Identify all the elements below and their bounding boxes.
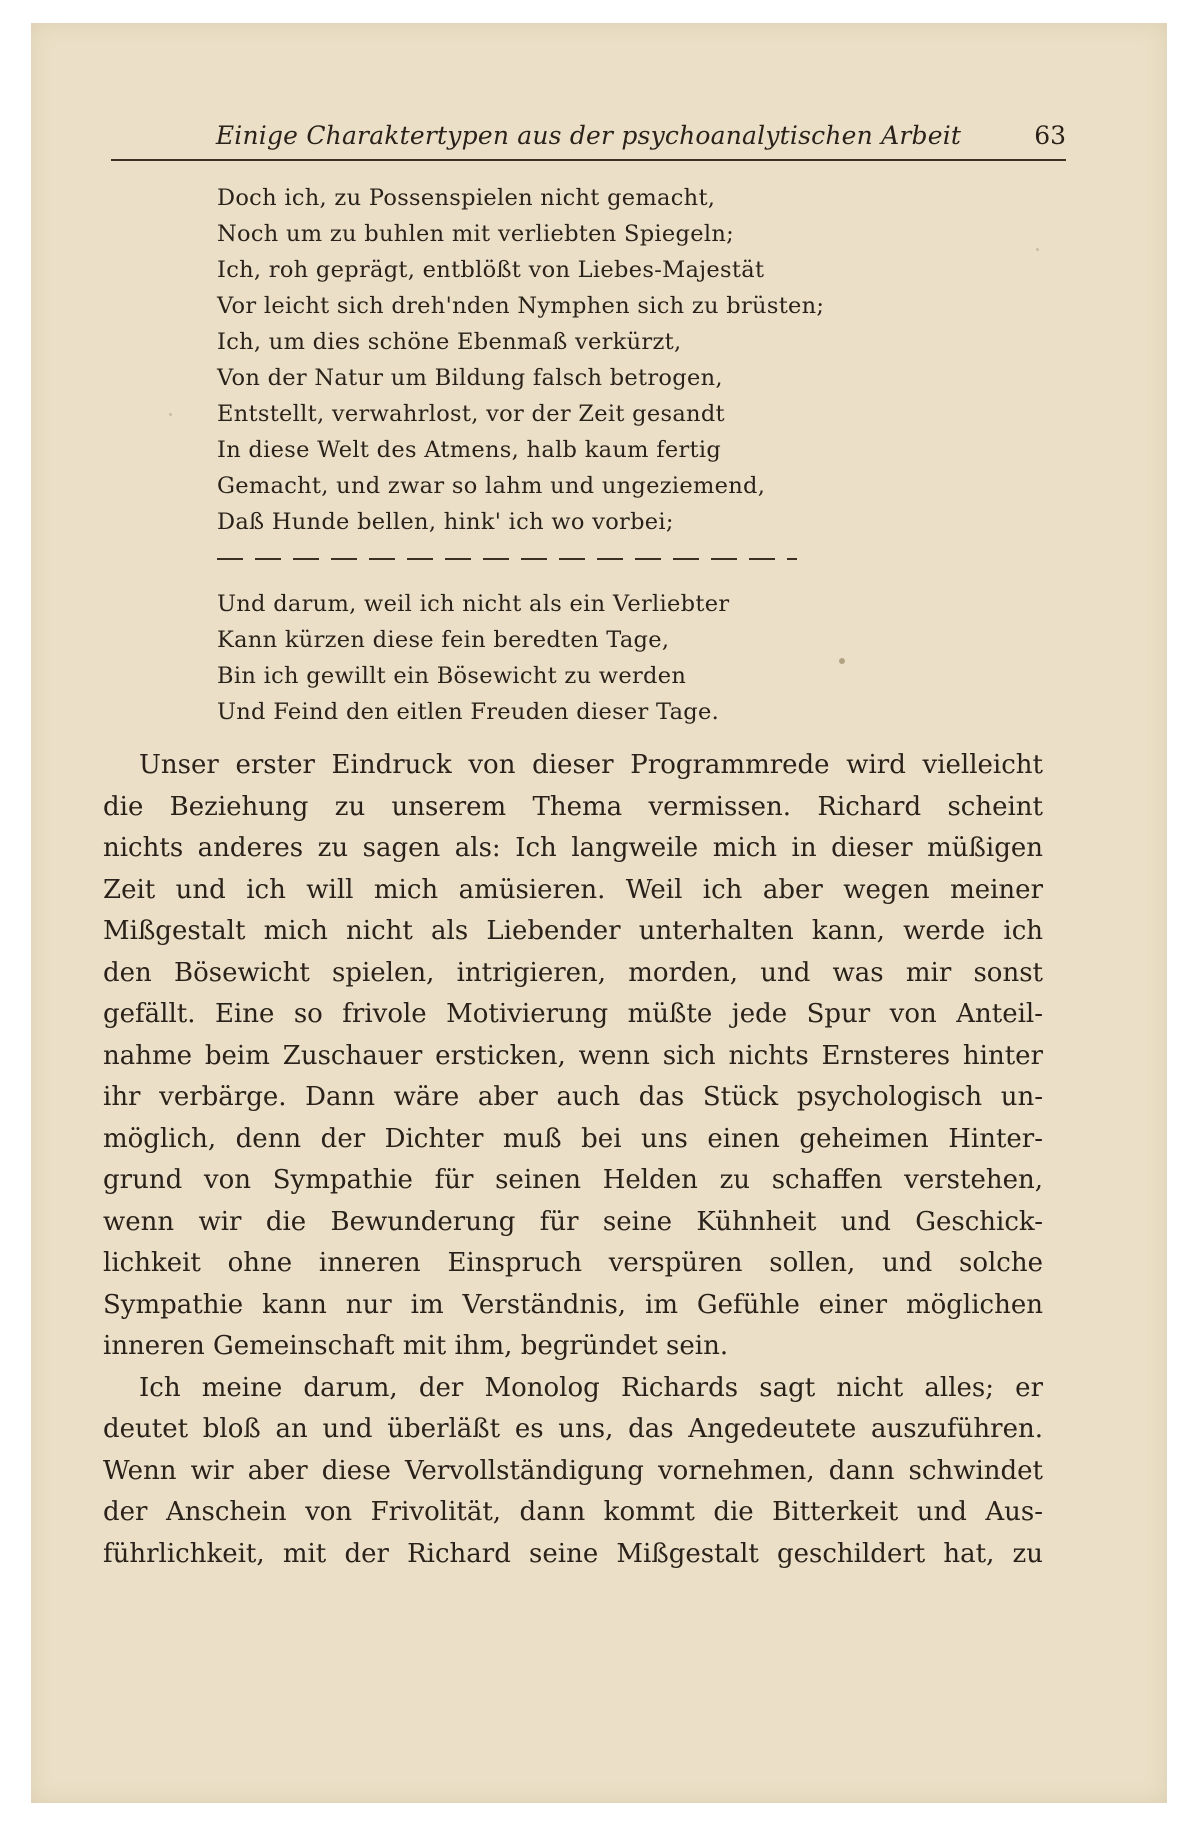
text-line: deutet bloß an und überläßt es uns, das Angedeutete auszuführen. [103,1414,1043,1444]
verse-line: Ich, roh geprägt, entblößt von Liebes-Majestät [217,257,765,283]
text-line: grund von Sympathie für seinen Helden zu schaffen verstehen, [103,1165,1043,1195]
verse-line: Doch ich, zu Possenspielen nicht gemacht, [217,185,716,211]
book-page [31,23,1167,1803]
page-header [111,119,1066,161]
text-line: der Anschein von Frivolität, dann kommt die Bitterkeit und Aus- [103,1497,1043,1527]
paper-speck [169,413,172,416]
paragraph [103,745,1043,1368]
running-title: Einige Charaktertypen aus der psychoanalytischen Arbeit [215,121,962,150]
page-number: 63 [1034,121,1066,150]
paper-speck [1036,248,1039,251]
verse-line: Ich, um dies schöne Ebenmaß verkürzt, [217,329,682,355]
paper-speck [839,658,845,664]
verse-line: Daß Hunde bellen, hink' ich wo vorbei; [217,509,674,535]
text-line: führlichkeit, mit der Richard seine Mißgestalt geschildert hat, zu [103,1538,1043,1569]
verse-line: Gemacht, und zwar so lahm und ungeziemend, [217,473,766,499]
ellipsis-dash-rule [217,548,797,568]
text-line: die Beziehung zu unserem Thema vermissen. Richard scheint [103,791,1043,822]
text-line: ihr verbärge. Dann wäre aber auch das Stück psychologisch un- [103,1082,1043,1112]
body-text [103,745,1043,1575]
verse-quote [217,180,997,730]
verse-line: Entstellt, verwahrlost, vor der Zeit gesandt [217,401,725,427]
text-line: nichts anderes zu sagen als: Ich langweile mich in dieser müßigen [103,833,1043,863]
verse-line: Und Feind den eitlen Freuden dieser Tage. [217,699,720,725]
text-line: nahme beim Zuschauer ersticken, wenn sich nichts Ernsteres hinter [103,1040,1043,1071]
text-line: Zeit und ich will mich amüsieren. Weil ich aber wegen meiner [103,874,1043,905]
text-line: lichkeit ohne inneren Einspruch verspüren sollen, und solche [103,1248,1043,1278]
verse-line: Noch um zu buhlen mit verliebten Spiegeln; [217,221,735,247]
text-line: gefällt. Eine so frivole Motivierung müßte jede Spur von Anteil- [103,999,1043,1029]
verse-line: Vor leicht sich dreh'nden Nymphen sich zu brüsten; [217,293,825,319]
paragraph [103,1368,1043,1576]
verse-line: Und darum, weil ich nicht als ein Verliebter [217,591,730,617]
text-line: den Bösewicht spielen, intrigieren, morden, und was mir sonst [103,957,1043,988]
verse-line: Bin ich gewillt ein Bösewicht zu werden [217,663,687,689]
text-line: Ich meine darum, der Monolog Richards sagt nicht alles; er [139,1372,1043,1403]
text-line: möglich, denn der Dichter muß bei uns einen geheimen Hinter- [103,1123,1043,1154]
text-line: Mißgestalt mich nicht als Liebender unterhalten kann, werde ich [103,916,1043,946]
text-line: inneren Gemeinschaft mit ihm, begründet sein. [103,1331,729,1361]
text-line: Sympathie kann nur im Verständnis, im Gefühle einer möglichen [103,1289,1043,1320]
text-line: Unser erster Eindruck von dieser Programmrede wird vielleicht [139,750,1043,780]
verse-line: Kann kürzen diese fein beredten Tage, [217,627,670,653]
text-line: Wenn wir aber diese Vervollständigung vornehmen, dann schwindet [103,1455,1043,1486]
verse-line: In diese Welt des Atmens, halb kaum fertig [217,437,722,463]
verse-line: Von der Natur um Bildung falsch betrogen, [217,365,723,391]
text-line: wenn wir die Bewunderung für seine Kühnheit und Geschick- [103,1206,1043,1237]
